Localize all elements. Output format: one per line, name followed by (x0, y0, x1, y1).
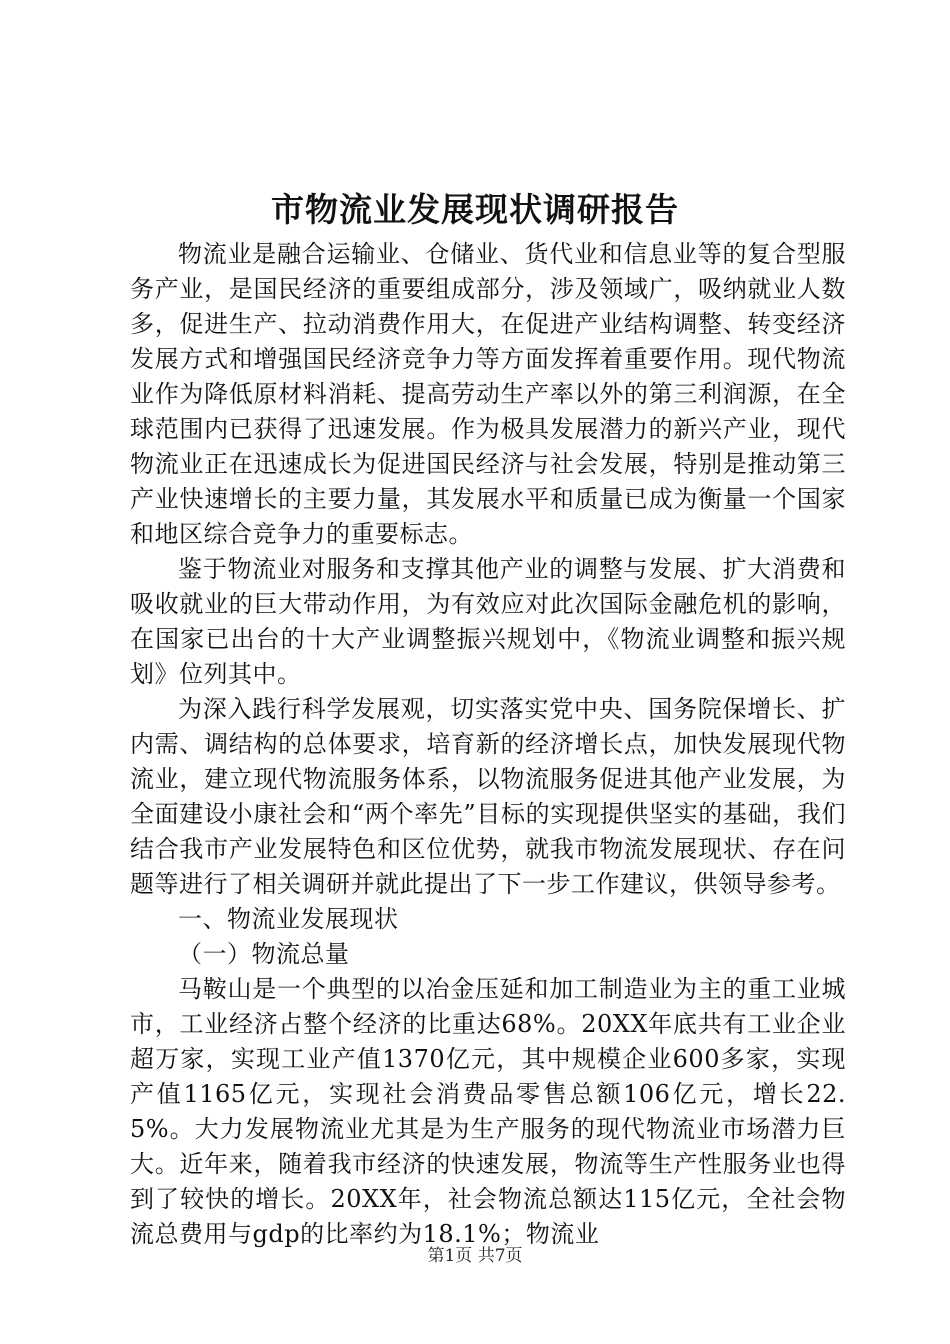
logistics-volume-paragraph: 马鞍山是一个典型的以冶金压延和加工制造业为主的重工业城市，工业经济占整个经济的比重达68%。20XX年底共有工业企业超万家，实现工业产值1370亿元，其中规模企业600多家，实现产值1165亿元，实现社会消费品零售总额106亿元，增长22.5%。大力发展物流业尤其是为生产服务的现代物流业市场潜力巨大。近年来，随着我市经济的快速发展，物流等生产性服务业也得到了较快的增长。20XX年，社会物流总额达115亿元，全社会物流总费用与gdp的比率约为18.1%；物流业 (130, 975, 846, 1248)
document-title: 市物流业发展现状调研报告 (271, 190, 679, 229)
page-footer: 第1页 共7页 (427, 1246, 523, 1266)
subsection-heading: （一）物流总量 (178, 940, 350, 968)
intro-paragraph: 物流业是融合运输业、仓储业、货代业和信息业等的复合型服务产业，是国民经济的重要组成部分，涉及领域广，吸纳就业人数多，促进生产、拉动消费作用大，在促进产业结构调整、转变经济发展方式和增强国民经济竞争力等方面发挥着重要作用。现代物流业作为降低原材料消耗、提高劳动生产率以外的第三利润源，在全球范围内已获得了迅速发展。作为极具发展潜力的新兴产业，现代物流业正在迅速成长为促进国民经济与社会发展，特别是推动第三产业快速增长的主要力量，其发展水平和质量已成为衡量一个国家和地区综合竞争力的重要标志。 (130, 240, 846, 548)
section-heading: 一、物流业发展现状 (178, 905, 399, 933)
planning-paragraph: 鉴于物流业对服务和支撑其他产业的调整与发展、扩大消费和吸收就业的巨大带动作用，为有效应对此次国际金融危机的影响，在国家已出台的十大产业调整振兴规划中，《物流业调整和振兴规划》位列其中。 (130, 555, 846, 688)
document-body (130, 237, 846, 1252)
purpose-paragraph: 为深入践行科学发展观，切实落实党中央、国务院保增长、扩内需、调结构的总体要求，培育新的经济增长点，加快发展现代物流业，建立现代物流服务体系，以物流服务促进其他产业发展，为全面建设小康社会和“两个率先”目标的实现提供坚实的基础，我们结合我市产业发展特色和区位优势，就我市物流发展现状、存在问题等进行了相关调研并就此提出了下一步工作建议，供领导参考。 (130, 695, 846, 898)
